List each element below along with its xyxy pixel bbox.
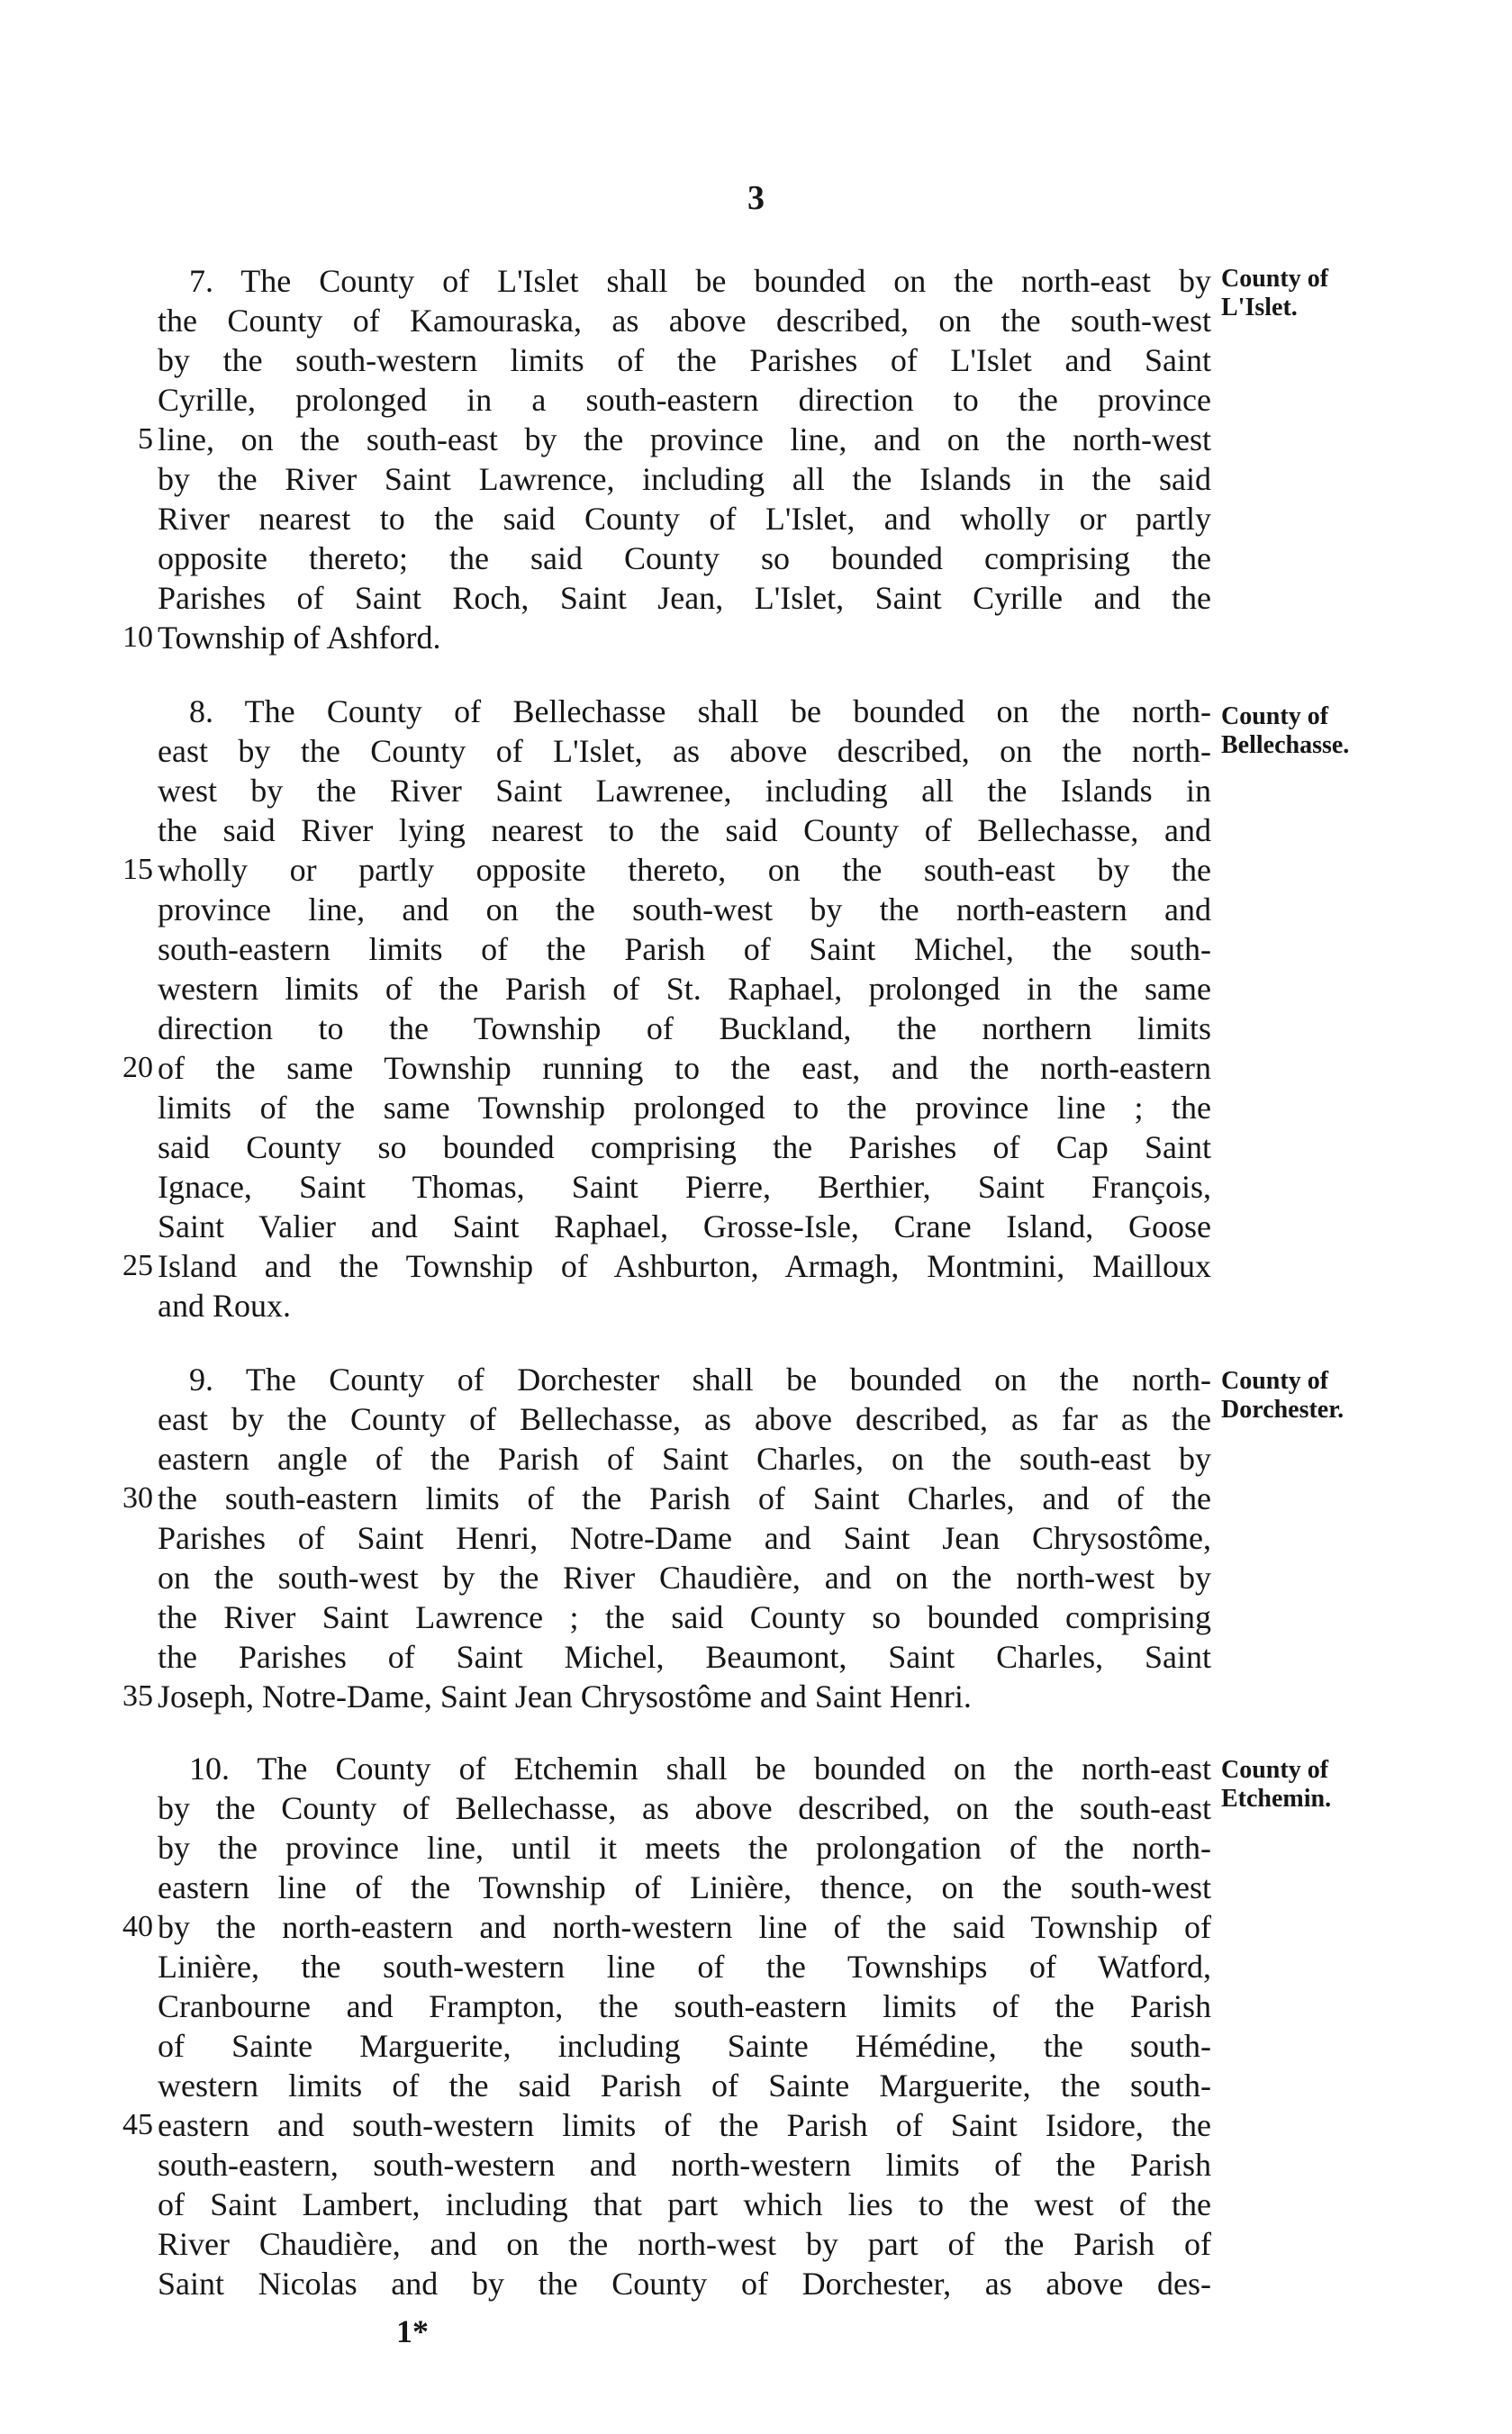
text-line: 9. The County of Dorchester shall be bounded on the north-	[189, 1362, 1211, 1398]
text-line: River nearest to the said County of L'Islet, and wholly or partly	[158, 501, 1211, 537]
text-line: and Roux.	[158, 1288, 291, 1324]
text-line: 10. The County of Etchemin shall be bounded on the north-east	[189, 1751, 1211, 1787]
text-line: Ignace, Saint Thomas, Saint Pierre, Berthier, Saint François,	[158, 1169, 1211, 1205]
text-line: south-eastern limits of the Parish of Saint Michel, the south-	[158, 931, 1211, 967]
margin-note: County of Dorchester.	[1221, 1367, 1345, 1424]
text-line: Parishes of Saint Henri, Notre-Dame and Saint Jean Chrysostôme,	[158, 1520, 1211, 1556]
text-line: province line, and on the south-west by the north-eastern and	[158, 891, 1211, 927]
text-line: Township of Ashford.	[158, 620, 441, 656]
line-number: 15	[122, 853, 153, 886]
text-line: Parishes of Saint Roch, Saint Jean, L'Islet, Saint Cyrille and the	[158, 580, 1211, 616]
text-line: by the province line, until it meets the prolongation of the north-	[158, 1830, 1211, 1866]
line-number: 5	[138, 422, 153, 456]
text-line: wholly or partly opposite thereto, on the south-east by the	[158, 852, 1211, 888]
text-line: limits of the same Township prolonged to the province line ; the	[158, 1090, 1211, 1126]
text-line: western limits of the said Parish of Sainte Marguerite, the south-	[158, 2068, 1211, 2104]
text-line: by the north-eastern and north-western line of the said Township of	[158, 1909, 1211, 1945]
line-number: 25	[122, 1249, 153, 1282]
text-line: east by the County of Bellechasse, as above described, as far as the	[158, 1401, 1211, 1437]
text-line: eastern angle of the Parish of Saint Charles, on the south-east by	[158, 1441, 1211, 1477]
line-number: 40	[122, 1910, 153, 1943]
line-number: 35	[122, 1679, 153, 1713]
text-line: direction to the Township of Buckland, the northern limits	[158, 1010, 1211, 1046]
text-line: Joseph, Notre-Dame, Saint Jean Chrysostôme and Saint Henri.	[158, 1678, 972, 1715]
line-number: 45	[122, 2108, 153, 2141]
text-line: the County of Kamouraska, as above described, on the south-west	[158, 303, 1211, 339]
text-line: Island and the Township of Ashburton, Armagh, Montmini, Mailloux	[158, 1248, 1211, 1284]
page-number: 3	[747, 179, 765, 217]
text-line: Cranbourne and Frampton, the south-eastern limits of the Parish	[158, 1988, 1211, 2024]
text-line: of Sainte Marguerite, including Sainte Hémédine, the south-	[158, 2028, 1211, 2064]
text-line: by the south-western limits of the Parishes of L'Islet and Saint	[158, 342, 1211, 378]
margin-note: County of Etchemin.	[1221, 1756, 1332, 1813]
text-line: western limits of the Parish of St. Raphael, prolonged in the same	[158, 971, 1211, 1007]
text-line: south-eastern, south-western and north-western limits of the Parish	[158, 2147, 1211, 2183]
text-line: line, on the south-east by the province line, and on the north-west	[158, 421, 1211, 457]
text-line: the River Saint Lawrence ; the said County so bounded comprising	[158, 1599, 1211, 1635]
text-line: opposite thereto; the said County so bounded comprising the	[158, 540, 1211, 576]
text-line: eastern line of the Township of Linière, thence, on the south-west	[158, 1869, 1211, 1905]
text-line: 7. The County of L'Islet shall be bounded on the north-east by	[189, 263, 1211, 299]
text-line: of the same Township running to the east, and the north-eastern	[158, 1050, 1211, 1086]
margin-note: County of Bellechasse.	[1221, 702, 1350, 759]
text-line: by the River Saint Lawrence, including all the Islands in the said	[158, 461, 1211, 497]
line-number: 30	[122, 1481, 153, 1515]
text-line: of Saint Lambert, including that part which lies to the west of the	[158, 2186, 1211, 2222]
text-line: River Chaudière, and on the north-west by part of the Parish of	[158, 2226, 1211, 2262]
text-line: the Parishes of Saint Michel, Beaumont, Saint Charles, Saint	[158, 1639, 1211, 1675]
signature-mark: 1*	[396, 2313, 429, 2349]
text-line: west by the River Saint Lawrenee, including all the Islands in	[158, 773, 1211, 809]
margin-note: County of L'Islet.	[1221, 265, 1329, 321]
text-line: 8. The County of Bellechasse shall be bounded on the north-	[189, 693, 1211, 729]
text-line: Linière, the south-western line of the Townships of Watford,	[158, 1949, 1211, 1985]
text-line: Saint Valier and Saint Raphael, Grosse-Isle, Crane Island, Goose	[158, 1208, 1211, 1244]
text-line: said County so bounded comprising the Parishes of Cap Saint	[158, 1129, 1211, 1165]
text-line: eastern and south-western limits of the Parish of Saint Isidore, the	[158, 2107, 1211, 2143]
text-line: the south-eastern limits of the Parish of Saint Charles, and of the	[158, 1480, 1211, 1516]
text-line: by the County of Bellechasse, as above described, on the south-east	[158, 1790, 1211, 1826]
text-line: east by the County of L'Islet, as above described, on the north-	[158, 733, 1211, 769]
text-line: the said River lying nearest to the said County of Bellechasse, and	[158, 812, 1211, 848]
text-line: on the south-west by the River Chaudière, and on the north-west by	[158, 1560, 1211, 1596]
line-number: 20	[122, 1051, 153, 1084]
line-number: 10	[122, 620, 153, 654]
text-line: Cyrille, prolonged in a south-eastern direction to the province	[158, 382, 1211, 418]
text-line: Saint Nicolas and by the County of Dorchester, as above des-	[158, 2266, 1211, 2302]
